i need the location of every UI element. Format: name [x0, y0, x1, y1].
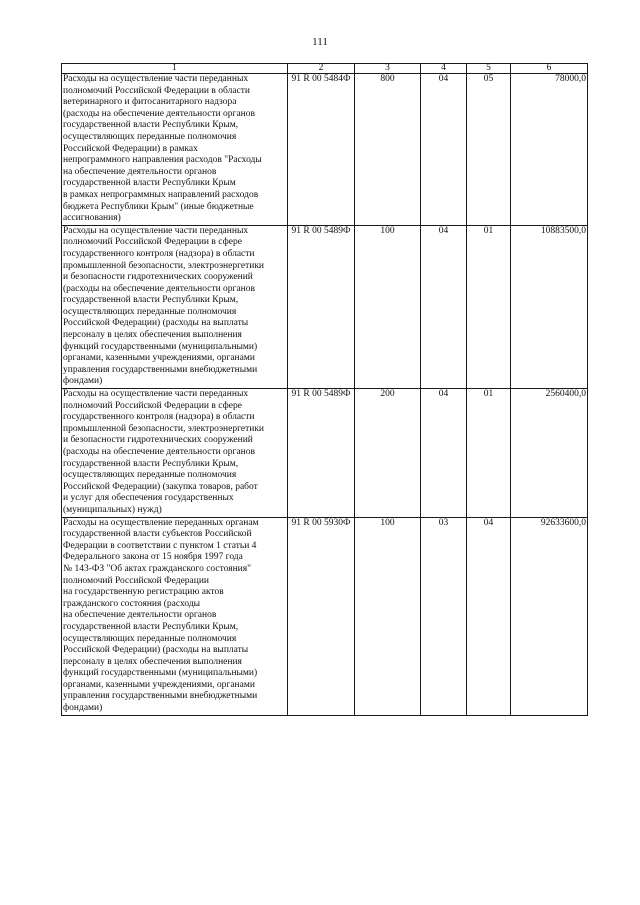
- row-amount: 2560400,0: [511, 389, 588, 518]
- row-target-code: 91 R 00 5489Ф: [288, 389, 355, 518]
- row-section: 03: [421, 517, 467, 715]
- row-description: Расходы на осуществление переданных органам государственной власти субъектов Российской Федерации в соответствии с пунктом 1 статьи 4 Федерального закона от 15 ноября 1997 года № 143-ФЗ "Об актах гражданского состояния" полномочий Российской Федерации на государственную регистрацию актов гражданского состояния (расходы на обеспечение деятельности органов государственной власти Республики Крым, осуществляющих переданные полномочия Российской Федерации) (расходы на выплаты персоналу в целях обеспечения выполнения функций государственными (муниципальными) органами, казенными учреждениями, органами управления государственными внебюджетными фондами): [62, 517, 288, 715]
- column-header-2: 2: [288, 64, 355, 74]
- row-amount: 92633600,0: [511, 517, 588, 715]
- row-expense-type: 200: [355, 389, 421, 518]
- table-row: [62, 225, 588, 388]
- row-expense-type: 100: [355, 517, 421, 715]
- row-expense-type: 800: [355, 74, 421, 226]
- column-header-6: 6: [511, 64, 588, 74]
- row-subsection: 01: [467, 389, 511, 518]
- table-row: [62, 74, 588, 226]
- row-subsection: 05: [467, 74, 511, 226]
- column-header-3: 3: [355, 64, 421, 74]
- row-target-code: 91 R 00 5930Ф: [288, 517, 355, 715]
- row-description: Расходы на осуществление части переданных полномочий Российской Федерации в области ветеринарного и фитосанитарного надзора (расходы на обеспечение деятельности органов государственной власти Республики Крым, осуществляющих переданные полномочия Российской Федерации) в рамках непрограммного направления расходов "Расходы на обеспечение деятельности органов государственной власти Республики Крым в рамках непрограммных направлений расходов бюджета Республики Крым" (иные бюджетные ассигнования): [62, 74, 288, 226]
- header-row: [62, 64, 588, 74]
- row-target-code: 91 R 00 5484Ф: [288, 74, 355, 226]
- row-subsection: 04: [467, 517, 511, 715]
- row-target-code: 91 R 00 5489Ф: [288, 225, 355, 388]
- table-row: [62, 389, 588, 518]
- row-section: 04: [421, 225, 467, 388]
- column-header-5: 5: [467, 64, 511, 74]
- page-number: 111: [312, 36, 328, 48]
- row-amount: 10883500,0: [511, 225, 588, 388]
- row-amount: 78000,0: [511, 74, 588, 226]
- column-header-4: 4: [421, 64, 467, 74]
- row-section: 04: [421, 389, 467, 518]
- row-section: 04: [421, 74, 467, 226]
- row-subsection: 01: [467, 225, 511, 388]
- row-description: Расходы на осуществление части переданных полномочий Российской Федерации в сфере государственного контроля (надзора) в области промышленной безопасности, электроэнергетики и безопасности гидротехнических сооружений (расходы на обеспечение деятельности органов государственной власти Республики Крым, осуществляющих переданные полномочия Российской Федерации) (расходы на выплаты персоналу в целях обеспечения выполнения функций государственными (муниципальными) органами, казенными учреждениями, органами управления государственными внебюджетными фондами): [62, 225, 288, 388]
- column-header-1: 1: [62, 64, 288, 74]
- budget-table: [61, 63, 588, 716]
- table-row: [62, 517, 588, 715]
- row-description: Расходы на осуществление части переданных полномочий Российской Федерации в сфере государственного контроля (надзора) в области промышленной безопасности, электроэнергетики и безопасности гидротехнических сооружений (расходы на обеспечение деятельности органов государственной власти Республики Крым, осуществляющих переданные полномочия Российской Федерации) (закупка товаров, работ и услуг для обеспечения государственных (муниципальных) нужд): [62, 389, 288, 518]
- row-expense-type: 100: [355, 225, 421, 388]
